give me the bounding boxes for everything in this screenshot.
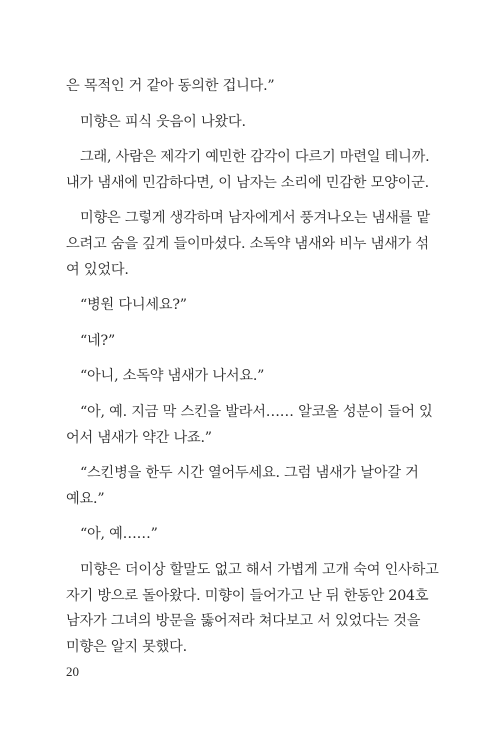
paragraph-10 — [66, 522, 436, 548]
paragraph-9 — [66, 461, 436, 487]
text-line: “스킨병을 한두 시간 열어두세요. 그럼 냄새가 날아갈 거 — [80, 465, 419, 482]
paragraph-8-cont — [66, 426, 436, 452]
page-number: 20 — [66, 664, 79, 679]
text-line: “네?” — [80, 332, 116, 349]
text-line: “아, 예……” — [80, 526, 158, 543]
text-line: 어서 냄새가 약간 나죠.” — [66, 429, 212, 446]
paragraph-7 — [66, 364, 436, 390]
paragraph-9-cont — [66, 487, 436, 513]
text-line: 미향은 더이상 할말도 없고 해서 가볍게 고개 숙여 인사하고 — [80, 561, 439, 578]
text-line: 미향은 알지 못했다. — [66, 638, 187, 655]
paragraph-6 — [66, 329, 436, 355]
paragraph-4-cont — [66, 232, 436, 283]
paragraph-3-cont — [66, 171, 436, 197]
text-line: 으려고 숨을 깊게 들이마셨다. 소독약 냄새와 비누 냄새가 섞 — [66, 235, 429, 252]
paragraph-4 — [66, 206, 436, 232]
paragraph-1 — [66, 74, 436, 100]
body-text — [66, 74, 439, 660]
text-line: 자기 방으로 돌아왔다. 미향이 들어가고 난 뒤 한동안 204호 — [66, 587, 429, 604]
paragraph-5 — [66, 293, 436, 319]
text-line: 남자가 그녀의 방문을 뚫어져라 쳐다보고 서 있었다는 것을 — [66, 613, 421, 630]
text-line: “병원 다니세요?” — [80, 297, 187, 314]
paragraph-11-cont — [66, 584, 436, 661]
paragraph-3 — [66, 145, 436, 171]
text-line: “아니, 소독약 냄새가 나서요.” — [80, 368, 265, 385]
paragraph-2 — [66, 110, 436, 136]
text-line: “아, 예. 지금 막 스킨을 발라서…… 알코올 성분이 들어 있 — [80, 403, 433, 420]
paragraph-11 — [66, 558, 439, 584]
text-line: 미향은 그렇게 생각하며 남자에게서 풍겨나오는 냄새를 맡 — [80, 210, 430, 227]
paragraph-8 — [66, 400, 436, 426]
text-line: 여 있었다. — [66, 261, 129, 278]
text-line: 그래, 사람은 제각기 예민한 감각이 다르기 마련일 테니까. — [80, 149, 430, 166]
text-line: 미향은 피식 웃음이 나왔다. — [80, 113, 246, 130]
text-line: 예요.” — [66, 490, 105, 507]
text-line: 은 목적인 거 같아 동의한 겁니다.” — [66, 78, 275, 94]
text-line: 내가 냄새에 민감하다면, 이 남자는 소리에 민감한 모양이군. — [66, 174, 429, 191]
